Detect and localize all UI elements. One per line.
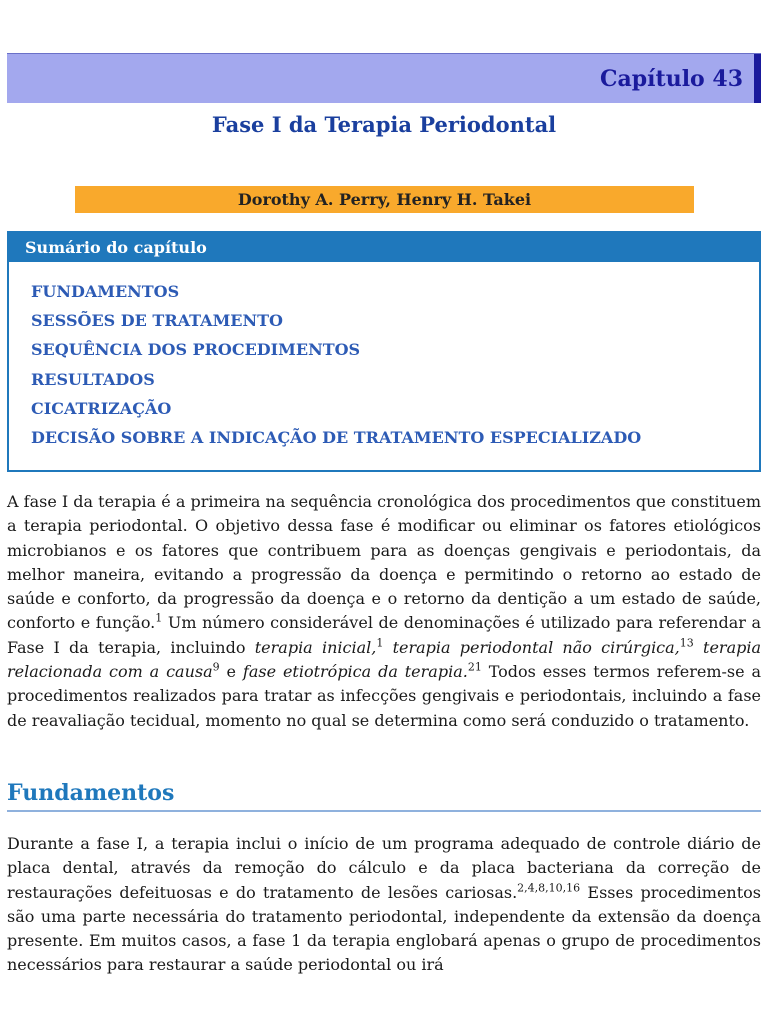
term-terapia-nao-cirurgica: terapia periodontal não cirúrgica, [392,637,680,657]
citation-ref[interactable]: 2,4,8,10,16 [517,881,581,895]
summary-item-fundamentos[interactable]: FUNDAMENTOS [31,282,180,301]
citation-ref[interactable]: 21 [467,660,482,674]
citation-ref[interactable]: 1 [376,636,384,650]
fundamentos-text-1: Durante a fase I, a terapia inclui o início de um programa adequado de controle diário de placa dental, através da remoção do cálculo e da placa bacteriana da correção de restaurações defeituosas e do tratamento de lesões cariosas. [7,834,761,902]
citation-ref[interactable]: 13 [679,636,694,650]
chapter-header-bar [7,53,761,103]
term-terapia-causa: terapia relacionada com a causa [7,637,762,682]
intro-text-3: Todos esses termos referem-se a procedimentos realizados para tratar as infecções gengivais e periodontais, incluindo a fase de reavaliação tecidual, momento no qual se determina como será conduzido o tratamento. [7,662,762,730]
authors-banner: Dorothy A. Perry, Henry H. Takei [75,186,694,213]
term-terapia-inicial: terapia inicial, [254,637,377,657]
citation-ref[interactable]: 9 [212,660,220,674]
fundamentos-paragraph [7,832,761,978]
summary-list [9,262,759,457]
chapter-number: Capítulo 43 [600,66,743,92]
separator [694,638,703,657]
separator: e [219,662,243,682]
intro-paragraph [7,490,761,733]
term-fase-etiotropica: fase etiotrópica da terapia. [242,662,468,682]
separator [383,638,392,657]
citation-ref[interactable]: 1 [155,612,163,626]
fundamentos-text-2: Esses procedimentos são uma parte necessária do tratamento periodontal, independente da extensão da doença presente. Em muitos casos, a fase 1 da terapia englobará apenas o grupo de procedimentos necessários para restaurar a saúde periodontal ou irá [7,882,761,975]
intro-text-2: Um número considerável de denominações é utilizado para referendar a Fase I da terapia, incluindo [7,613,762,657]
chapter-summary-box [7,231,761,472]
summary-item-sessoes[interactable]: SESSÕES DE TRATAMENTO [31,311,283,331]
chapter-title: Fase I da Terapia Periodontal [211,112,557,137]
header-accent-edge [754,54,761,103]
section-heading-fundamentos: Fundamentos [7,780,175,806]
summary-heading: Sumário do capítulo [9,233,759,262]
summary-item-cicatrizacao[interactable]: CICATRIZAÇÃO [31,398,172,418]
summary-item-sequencia[interactable]: SEQUÊNCIA DOS PROCEDIMENTOS [31,340,361,360]
summary-item-resultados[interactable]: RESULTADOS [31,369,155,389]
summary-item-decisao[interactable]: DECISÃO SOBRE A INDICAÇÃO DE TRATAMENTO ESPECIALIZADO [31,427,642,447]
intro-text-1: A fase I da terapia é a primeira na sequência cronológica dos procedimentos que constituem a terapia periodontal. O objetivo dessa fase é modificar ou eliminar os fatores etiológicos microbianos e os fatores que contribuem para as doenças gengivais e periodontais, da melhor maneira, evitando a progressão da doença e permitindo o retorno ao estado de saúde e conforto, da progressão da doença e o retorno da dentição a um estado de saúde, conforto e função. [7,492,761,633]
section-divider [7,810,761,812]
